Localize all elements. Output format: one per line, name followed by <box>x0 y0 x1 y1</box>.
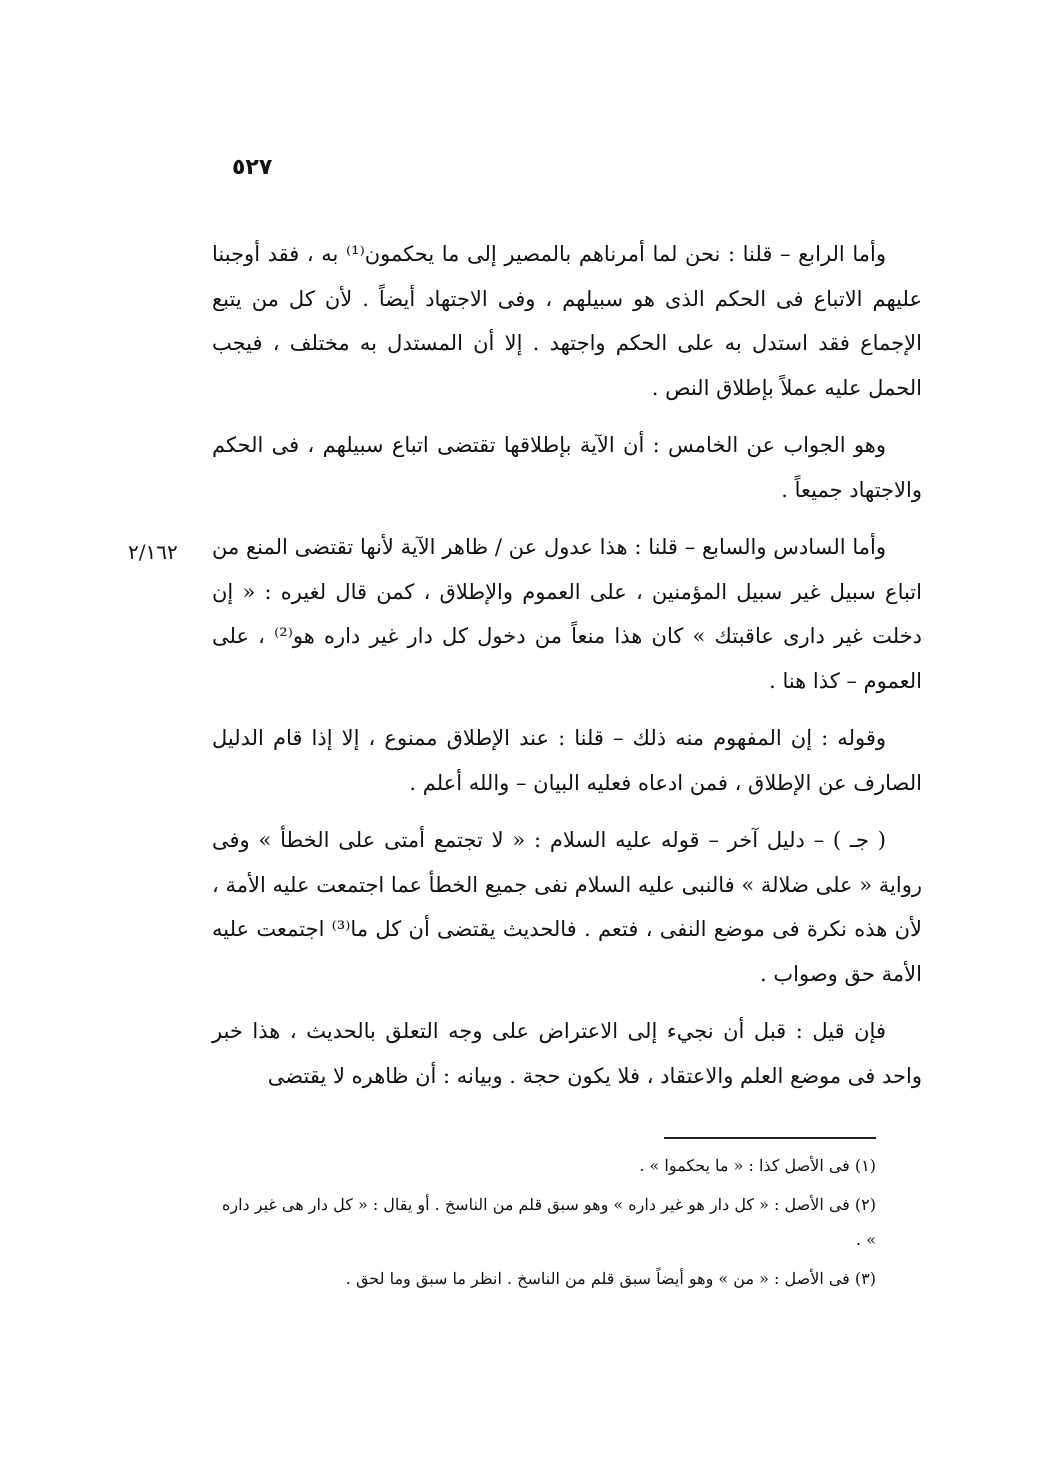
footnote-separator <box>664 1137 876 1139</box>
footnote-3: (٣) فى الأصل : « من » وهو أيضاً سبق قلم من الناسخ . انظر ما سبق وما لحق . <box>345 1269 876 1288</box>
paragraph-objection-khabar-wahid: فإن قيل : قبل أن نجيء إلى الاعتراض على وجه التعلق بالحديث ، هذا خبر واحد فى موضع العلم والاعتقاد ، فلا يكون حجة . وبيانه : أن ظاهره لا يقتضى <box>212 1019 922 1088</box>
footnote-2: (٢) فى الأصل : « كل دار هو غير داره » وهو سبق قلم من الناسخ . أو يقال : « كل دار هى غير داره » . <box>222 1195 876 1249</box>
main-text <box>212 232 922 1111</box>
footnote-1: (١) فى الأصل كذا : « ما يحكموا » . <box>639 1156 876 1175</box>
paragraph-fifth-answer: وهو الجواب عن الخامس : أن الآية بإطلاقها تقتضى اتباع سبيلهم ، فى الحكم والاجتهاد جميعاً . <box>212 433 922 502</box>
margin-reference: ٢/١٦٢ <box>128 540 178 564</box>
paragraph-sixth-seventh: وأما السادس والسابع – قلنا : هذا عدول عن / ظاهر الآية لأنها تقتضى المنع من اتباع سبيل غير سبيل المؤمنين ، على العموم والإطلاق ، كمن قال لغيره : « إن دخلت غير دارى عاقبتك » كان هذا منعاً من دخول كل دار غير داره هو⁽²⁾ ، على العموم – كذا هنا . <box>212 535 922 693</box>
footnotes <box>212 1148 922 1300</box>
paragraph-fourth-objection: وأما الرابع – قلنا : نحن لما أمرناهم بالمصير إلى ما يحكمون⁽¹⁾ به ، فقد أوجبنا عليهم الاتباع فى الحكم الذى هو سبيلهم ، وفى الاجتهاد أيضاً . لأن كل من يتبع الإجماع فقد استدل به على الحكم واجتهد . إلا أن المستدل به مختلف ، فيجب الحمل عليه عملاً بإطلاق النص . <box>212 242 922 400</box>
page-number: ٥٢٧ <box>232 155 273 180</box>
paragraph-mafhum: وقوله : إن المفهوم منه ذلك – قلنا : عند الإطلاق ممنوع ، إلا إذا قام الدليل الصارف عن الإطلاق ، فمن ادعاه فعليه البيان – والله أعلم . <box>212 726 922 795</box>
paragraph-hadith-evidence: ( جـ ) – دليل آخر – قوله عليه السلام : « لا تجتمع أمتى على الخطأ » وفى رواية « على ضلالة » فالنبى عليه السلام نفى جميع الخطأ عما اجتمعت عليه الأمة ، لأن هذه نكرة فى موضع النفى ، فتعم . فالحديث يقتضى أن كل ما⁽³⁾ اجتمعت عليه الأمة حق وصواب . <box>212 828 923 986</box>
